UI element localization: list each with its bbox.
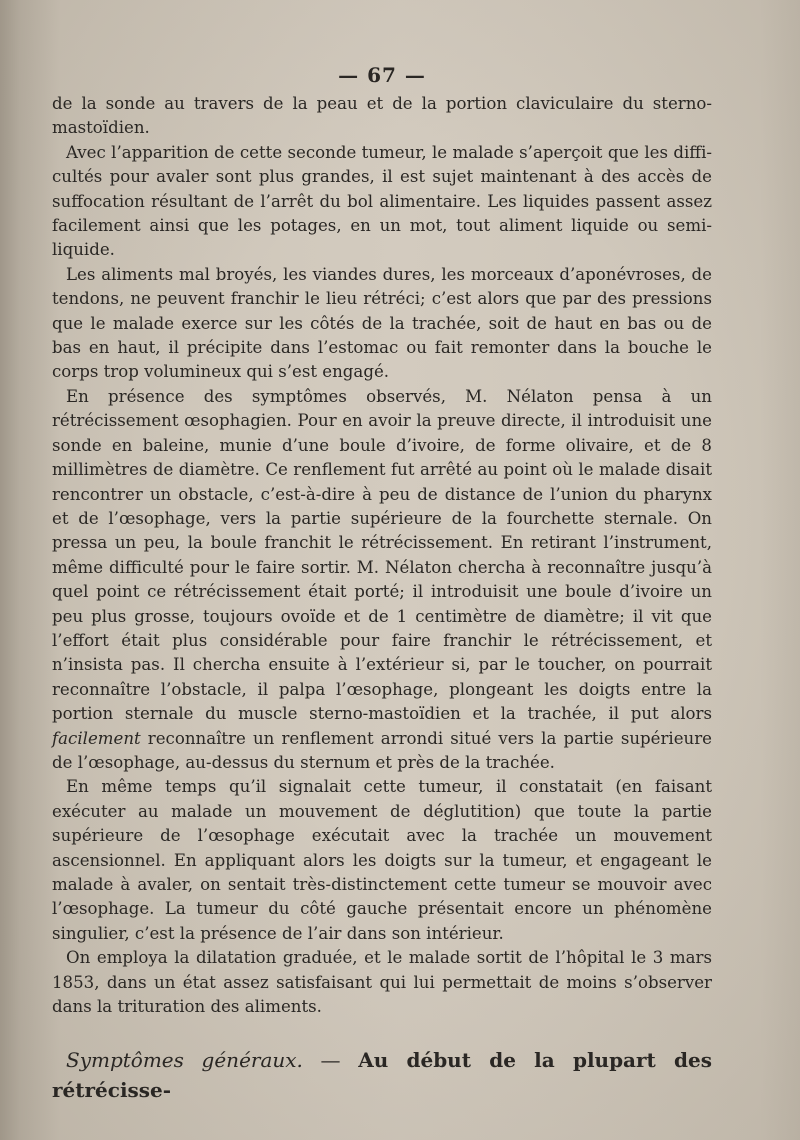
page-number: — 67 — xyxy=(338,63,426,87)
section-heading xyxy=(52,1045,712,1105)
section-heading-title: Symptômes généraux. xyxy=(66,1048,303,1073)
section-heading-separator: — xyxy=(302,1048,359,1073)
paragraph-4 xyxy=(52,385,712,776)
paragraph-1: de la sonde au travers de la peau et de la portion claviculaire du sterno-mastoïdien. xyxy=(52,94,712,138)
section-heading-text: Au début de la plupart des rétrécisse- xyxy=(52,1048,713,1103)
paragraph-6: On employa la dilatation graduée, et le malade sortit de l’hôpital le 3 mars 1853, dans un état assez satisfaisant qui lui permettait de moins s’observer dans la trituration des aliments. xyxy=(52,948,712,1017)
paragraph-4-text-before: En présence des symptômes observés, M. Nélaton pensa à un rétrécissement œsophagien. Pour en avoir la preuve directe, il introduisit une sonde en baleine, munie d’une boule d’ivoire, de forme olivaire, et de 8 millimètres de diamètre. Ce renflement fut arrêté au point où le malade disait rencontrer un obstacle, c’est-à-dire à peu de distance de l’union du pharynx et de l’œsophage, vers la partie supérieure de la fourchette sternale. On pressa un peu, la boule franchit le rétrécissement. En retirant l’instrument, même difficulté pour le faire sortir. M. Nélaton chercha à reconnaître jusqu’à quel point ce rétrécissement était porté; il introduisit une boule d’ivoire un peu plus grosse, toujours ovoïde et de 1 centimètre de diamètre; il vit que l’effort était plus considérable pour faire franchir le rétrécissement, et n’insista pas. Il chercha ensuite à l’extérieur si, par le toucher, on pourrait reconnaître l’obstacle, il palpa l’œsophage, plongeant les doigts entre la portion sternale du muscle sterno-mastoïdien et la trachée, il put alors xyxy=(52,386,712,724)
paragraph-3: Les aliments mal broyés, les viandes dures, les morceaux d’aponévroses, de tendons, ne peuvent franchir le lieu rétréci; c’est alors que par des pressions que le malade exerce sur les côtés de la trachée, soit de haut en bas ou de bas en haut, il précipite dans l’estomac ou fait remonter dans la bouche le corps trop volumineux qui s’est engagé. xyxy=(52,264,712,382)
paragraph-2: Avec l’apparition de cette seconde tumeur, le malade s’aperçoit que les difficultés pour avaler sont plus grandes, il est sujet maintenant à des accès de suffocation résultant de l’arrêt du bol alimentaire. Les liquides passent assez facilement ainsi que les potages, en un mot, tout aliment liquide ou semi-liquide. xyxy=(52,142,712,260)
paragraph-4-text-after: reconnaître un renflement arrondi situé vers la partie supérieure de l’œsophage, au-dessus du sternum et près de la trachée. xyxy=(52,728,712,772)
paragraph-5: En même temps qu’il signalait cette tumeur, il constatait (en faisant exécuter au malade un mouvement de déglutition) que toute la partie supérieure de l’œsophage exécutait avec la trachée un mouvement ascensionnel. En appliquant alors les doigts sur la tumeur, et engageant le malade à avaler, on sentait très-distinctement cette tumeur se mouvoir avec l’œsophage. La tumeur du côté gauche présentait encore un phénomène singulier, c’est la présence de l’air dans son intérieur. xyxy=(52,777,712,943)
emphasis-facilement: facilement xyxy=(52,728,141,748)
page-text xyxy=(52,60,712,1105)
